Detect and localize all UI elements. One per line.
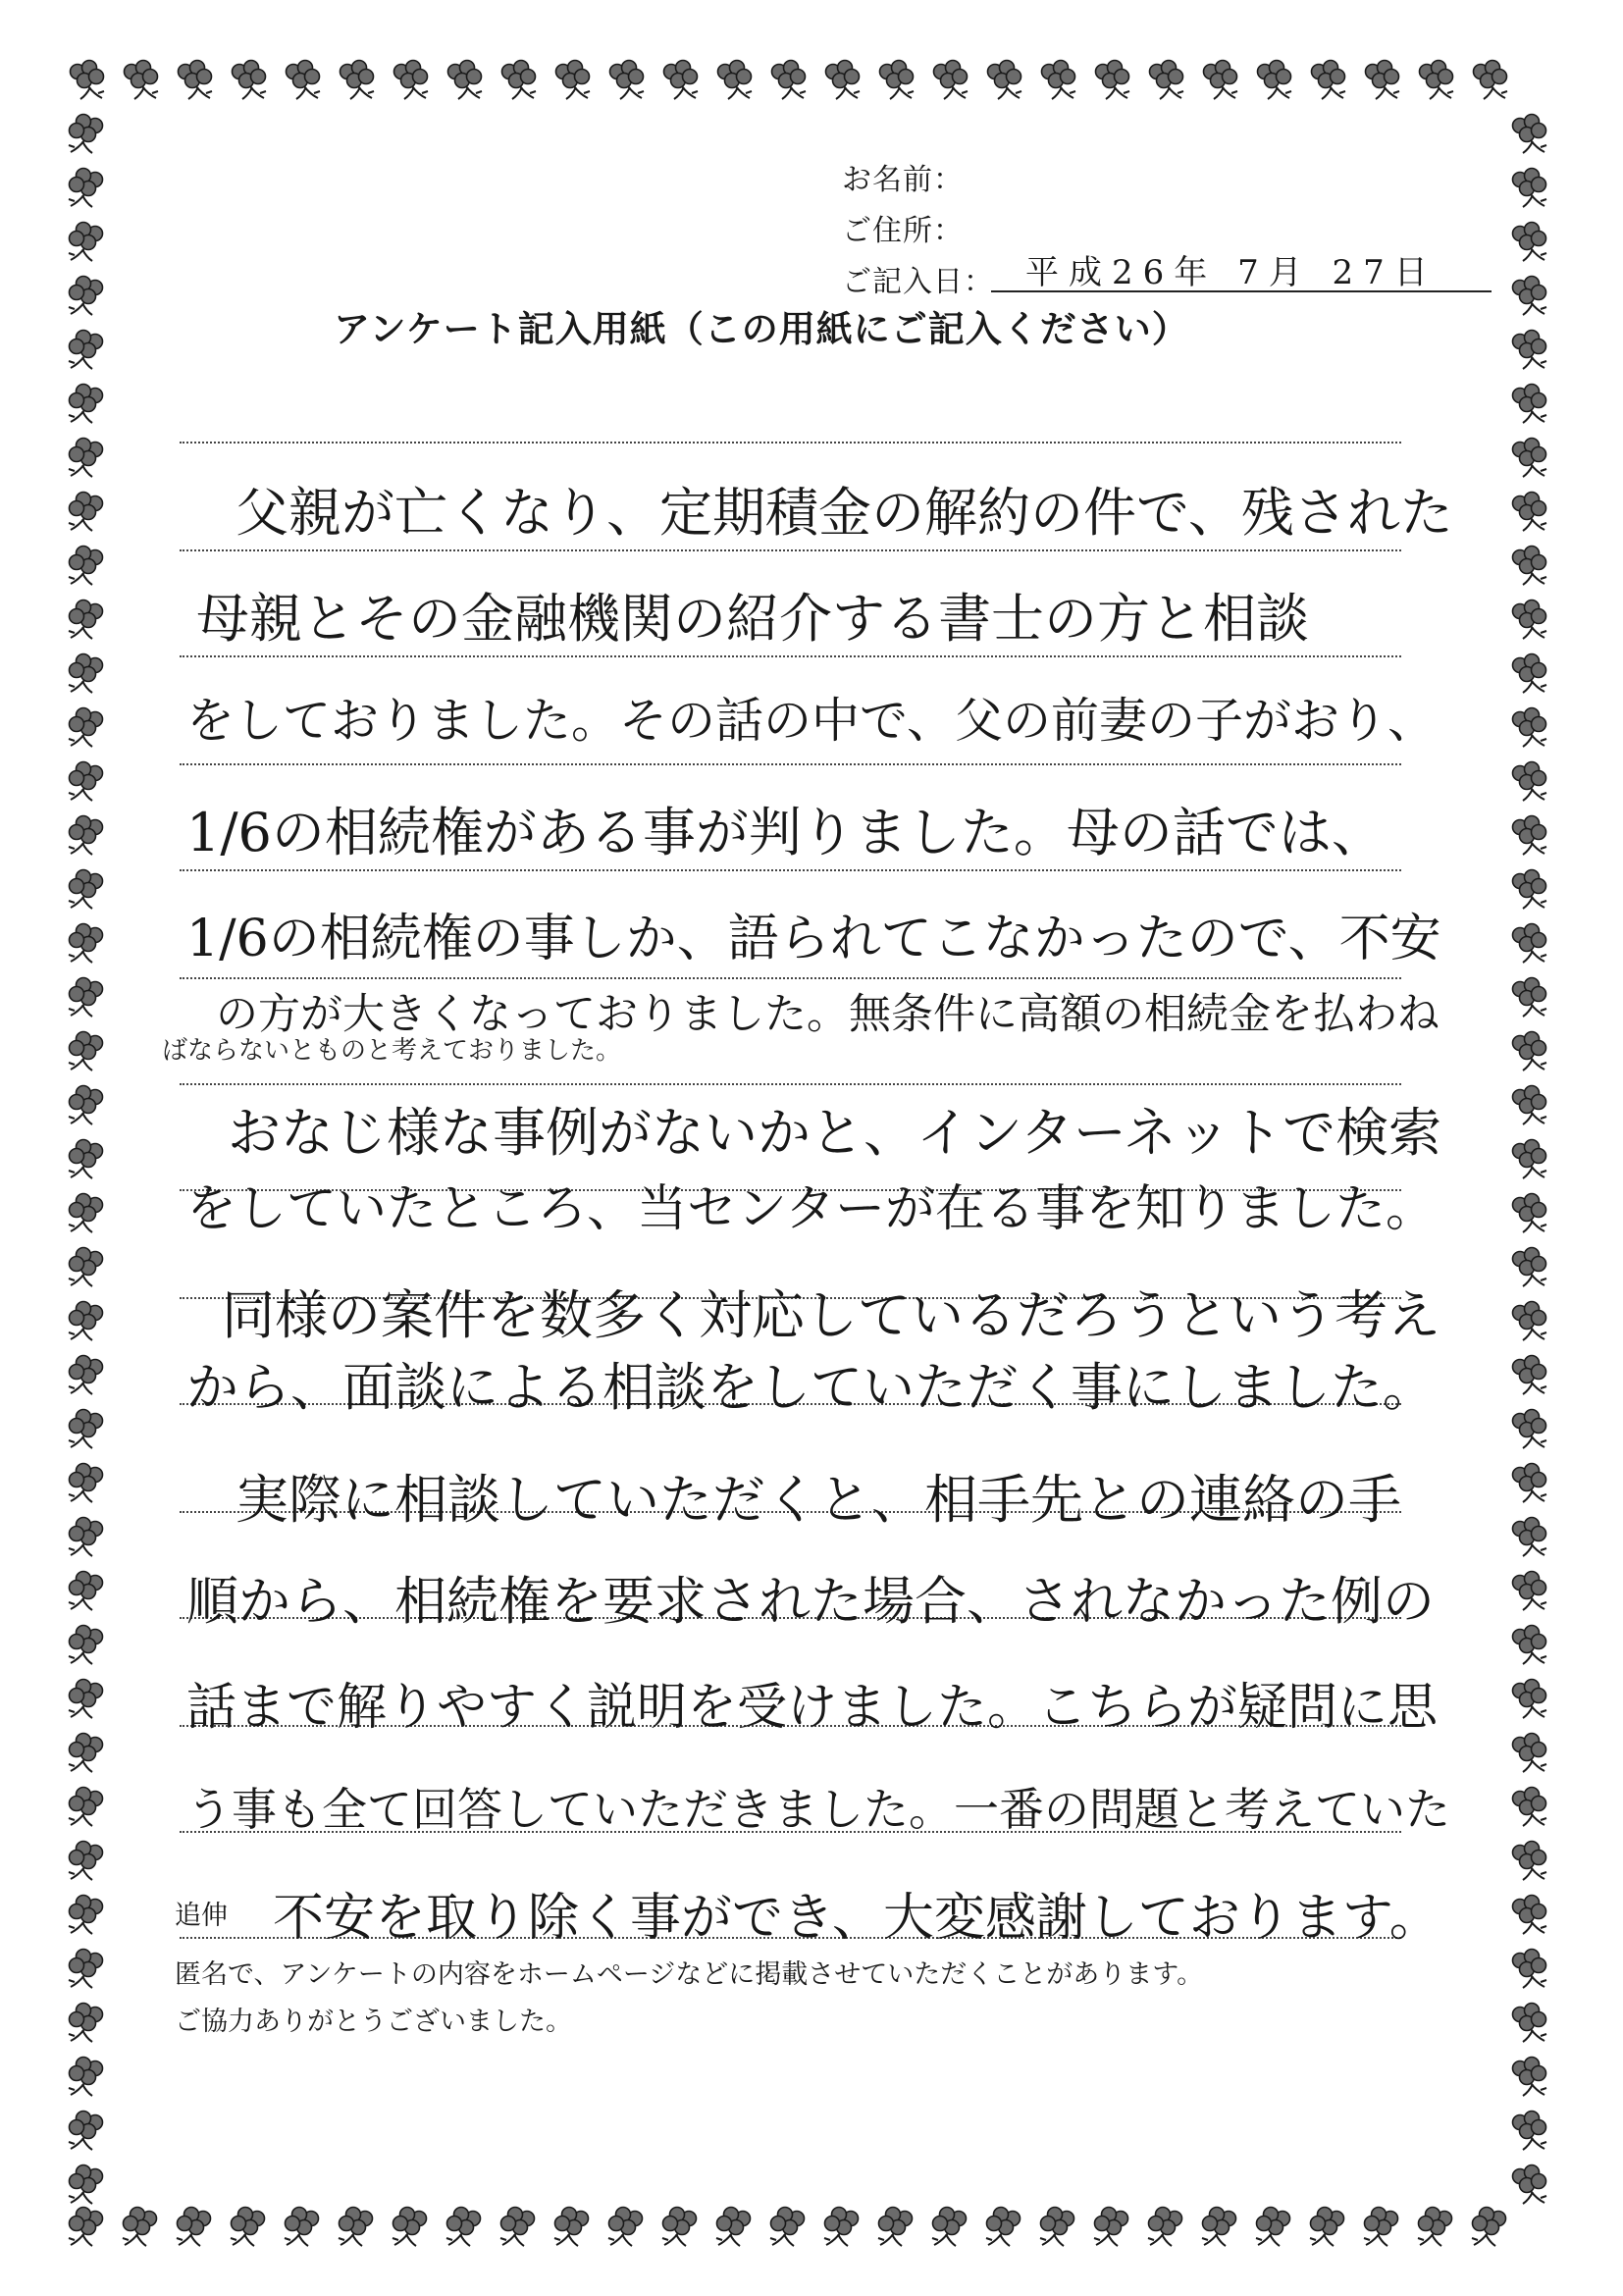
berry-cluster-icon [1513,1950,1547,1989]
date-underline [991,290,1492,292]
berry-cluster-icon [986,2208,1021,2247]
berry-cluster-icon [1513,2058,1547,2097]
berry-cluster-icon [1513,1572,1547,1611]
berry-cluster-icon [69,1356,103,1395]
date-value: 平成26年 7月 27日 [1025,253,1438,292]
berry-cluster-icon [448,61,483,100]
berry-cluster-icon [125,61,159,100]
berry-cluster-icon [1513,493,1547,532]
berry-cluster-icon [824,2208,859,2247]
handwritten-line: 1/6の相続権がある事が判りました。母の話では、 [186,802,1385,863]
berry-cluster-icon [69,115,103,154]
berry-cluster-icon [1513,1464,1547,1503]
anonymity-notice: 匿名で、アンケートの内容をホームページなどに掲載させていただくことがあります。 [175,1959,1204,1990]
berry-cluster-icon [69,169,103,208]
berry-cluster-icon [69,1572,103,1611]
inserted-note: ばならないとものと考えておりました。 [162,1036,622,1066]
handwritten-line: 実際に相談していただくと、相手先との連絡の手 [236,1469,1401,1531]
berry-cluster-icon [233,61,267,100]
ruled-line [180,869,1401,871]
berry-cluster-icon [1513,2112,1547,2151]
berry-cluster-icon [1513,1788,1547,1827]
berry-cluster-icon [1513,439,1547,478]
berry-cluster-icon [1513,1626,1547,1665]
address-label: ご住所： [842,214,964,248]
berry-cluster-icon [69,1788,103,1827]
berry-cluster-icon [69,1734,103,1773]
ruled-line [180,655,1401,657]
berry-cluster-icon [664,61,699,100]
ruled-line [180,977,1401,979]
berry-cluster-icon [287,61,321,100]
berry-cluster-icon [69,2004,103,2043]
ruled-line [180,1083,1401,1085]
berry-cluster-icon [1474,61,1508,100]
berry-cluster-icon [69,439,103,478]
berry-cluster-icon [1420,61,1454,100]
handwritten-line: う事も全て回答していただきました。一番の問題と考えていた [186,1783,1450,1836]
handwritten-line: 父親が亡くなり、定期積金の解約の件で、残された [236,482,1453,544]
berry-cluster-icon [1312,61,1346,100]
berry-cluster-icon [69,331,103,370]
berry-cluster-icon [1256,2208,1290,2247]
berry-cluster-icon [878,2208,913,2247]
form-title: アンケート記入用紙（この用紙にご記入ください） [334,308,1189,350]
berry-cluster-icon [69,385,103,424]
berry-cluster-icon [69,1842,103,1881]
berry-cluster-icon [608,2208,643,2247]
berry-cluster-icon [1513,223,1547,262]
berry-cluster-icon [1513,708,1547,748]
berry-cluster-icon [1366,61,1400,100]
berry-cluster-icon [69,2058,103,2097]
berry-cluster-icon [554,2208,589,2247]
berry-cluster-icon [69,654,103,694]
berry-cluster-icon [69,277,103,316]
berry-cluster-icon [772,61,807,100]
handwritten-line: 話まで解りやすく説明を受けました。こちらが疑問に思 [186,1679,1439,1737]
berry-cluster-icon [1040,2208,1074,2247]
berry-cluster-icon [446,2208,481,2247]
berry-cluster-icon [1202,2208,1236,2247]
handwritten-line: 母親とその金融機関の紹介する書士の方と相談 [196,588,1309,650]
handwritten-line: をしておりました。その話の中で、父の前妻の子がおり、 [186,693,1437,749]
berry-cluster-icon [340,61,375,100]
handwritten-line: をしていたところ、当センターが在る事を知りました。 [186,1180,1436,1238]
berry-cluster-icon [69,493,103,532]
berry-cluster-icon [1513,762,1547,802]
berry-cluster-icon [1310,2208,1344,2247]
handwritten-line: から、面談による相談をしていただく事にしました。 [186,1358,1435,1418]
berry-cluster-icon [1042,61,1076,100]
berry-cluster-icon [69,1896,103,1935]
berry-cluster-icon [69,2112,103,2151]
handwritten-line: おなじ様な事例がないかと、インターネットで検索 [228,1102,1442,1164]
berry-cluster-icon [1513,870,1547,910]
ruled-line [180,763,1401,765]
berry-cluster-icon [69,1032,103,1071]
berry-cluster-icon [71,61,105,100]
berry-cluster-icon [1513,654,1547,694]
berry-cluster-icon [718,61,753,100]
berry-cluster-icon [123,2208,157,2247]
berry-cluster-icon [826,61,861,100]
berry-cluster-icon [1150,61,1184,100]
berry-cluster-icon [1513,1734,1547,1773]
berry-cluster-icon [1513,2166,1547,2205]
berry-cluster-icon [1513,978,1547,1018]
berry-cluster-icon [1513,600,1547,640]
berry-cluster-icon [69,547,103,586]
berry-cluster-icon [69,223,103,262]
berry-cluster-icon [1513,169,1547,208]
berry-cluster-icon [1513,1140,1547,1179]
berry-cluster-icon [1513,1194,1547,1233]
berry-cluster-icon [69,708,103,748]
handwritten-line: の方が大きくなっておりました。無条件に高額の相続金を払わね [216,990,1440,1039]
berry-cluster-icon [69,924,103,964]
berry-cluster-icon [393,2208,427,2247]
berry-cluster-icon [1513,1680,1547,1719]
berry-cluster-icon [1204,61,1238,100]
berry-cluster-icon [934,61,969,100]
berry-cluster-icon [69,600,103,640]
berry-cluster-icon [1418,2208,1452,2247]
berry-cluster-icon [177,2208,211,2247]
berry-cluster-icon [69,1518,103,1557]
handwritten-line: 同様の案件を数多く対応しているだろうという考え [222,1284,1440,1346]
berry-cluster-icon [231,2208,265,2247]
berry-cluster-icon [69,1140,103,1179]
berry-cluster-icon [500,2208,535,2247]
berry-cluster-icon [69,978,103,1018]
berry-cluster-icon [1513,1086,1547,1125]
berry-cluster-icon [770,2208,805,2247]
handwritten-line: 1/6の相続権の事しか、語られてこなかったので、不安 [186,910,1441,968]
berry-cluster-icon [69,1302,103,1341]
thanks-message: ご協力ありがとうございました。 [175,2007,572,2037]
berry-cluster-icon [502,61,537,100]
berry-cluster-icon [1472,2208,1506,2247]
berry-cluster-icon [69,870,103,910]
handwritten-line: 不安を取り除く事ができ、大変感謝しております。 [273,1889,1440,1948]
berry-cluster-icon [69,816,103,856]
berry-cluster-icon [1513,1032,1547,1071]
berry-cluster-icon [69,1086,103,1125]
berry-cluster-icon [69,2208,103,2247]
berry-cluster-icon [1513,1842,1547,1881]
berry-cluster-icon [1513,1302,1547,1341]
berry-cluster-icon [556,61,591,100]
berry-cluster-icon [1364,2208,1398,2247]
berry-cluster-icon [69,2166,103,2205]
berry-cluster-icon [662,2208,697,2247]
berry-cluster-icon [69,762,103,802]
berry-cluster-icon [339,2208,373,2247]
berry-cluster-icon [1513,1356,1547,1395]
date-label: ご記入日： [842,265,994,299]
berry-cluster-icon [1096,61,1130,100]
berry-cluster-icon [69,1464,103,1503]
berry-cluster-icon [1513,816,1547,856]
berry-cluster-icon [1513,924,1547,964]
berry-cluster-icon [1148,2208,1182,2247]
berry-cluster-icon [1094,2208,1128,2247]
handwritten-line: 順から、相続権を要求された場合、されなかった例の [186,1572,1435,1632]
berry-cluster-icon [69,1680,103,1719]
berry-cluster-icon [932,2208,967,2247]
berry-cluster-icon [716,2208,751,2247]
berry-cluster-icon [69,1410,103,1449]
berry-cluster-icon [1513,1518,1547,1557]
berry-cluster-icon [610,61,645,100]
berry-cluster-icon [69,1626,103,1665]
berry-cluster-icon [1513,1410,1547,1449]
berry-cluster-icon [1513,277,1547,316]
berry-cluster-icon [1513,1896,1547,1935]
berry-cluster-icon [69,1950,103,1989]
berry-cluster-icon [1258,61,1292,100]
berry-cluster-icon [1513,385,1547,424]
postscript-label: 追伸 [175,1901,228,1931]
berry-cluster-icon [1513,1248,1547,1287]
name-label: お名前： [842,163,964,197]
berry-cluster-icon [179,61,213,100]
berry-cluster-icon [988,61,1022,100]
berry-cluster-icon [69,1194,103,1233]
berry-cluster-icon [69,1248,103,1287]
berry-cluster-icon [394,61,429,100]
berry-cluster-icon [1513,547,1547,586]
berry-cluster-icon [1513,115,1547,154]
berry-cluster-icon [285,2208,319,2247]
ruled-line [180,442,1401,444]
berry-cluster-icon [1513,2004,1547,2043]
berry-cluster-icon [1513,331,1547,370]
ruled-line [180,549,1401,551]
berry-cluster-icon [880,61,915,100]
